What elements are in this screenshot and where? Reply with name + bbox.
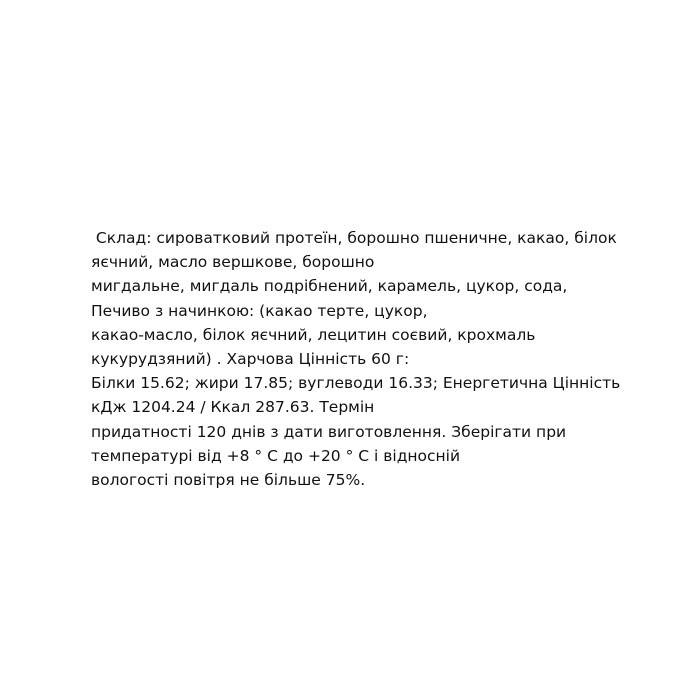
label-line-3: мигдальне, мигдаль подрібнений, карамель, цукор, сода,: [91, 277, 568, 296]
product-label-text: [91, 226, 691, 492]
label-line-8: кДж 1204.24 / Ккал 287.63. Термін: [91, 398, 375, 417]
label-line-10: температурі від +8 ° С до +20 ° С і відносній: [91, 446, 461, 465]
label-line-2: яєчний, масло вершкове, борошно: [91, 253, 375, 272]
label-line-11: вологості повітря не більше 75%.: [91, 471, 366, 490]
label-line-5: какао-масло, білок яєчний, лецитин соєвий, крохмаль: [91, 325, 536, 344]
label-line-1: Склад: сироватковий протеїн, борошно пшеничне, какао, білок: [91, 229, 617, 247]
label-line-4: Печиво з начинкою: (какао терте, цукор,: [91, 301, 428, 320]
label-line-9: придатності 120 днів з дати виготовлення. Зберігати при: [91, 422, 567, 441]
label-line-6: кукурудзяний) . Харчова Цінність 60 г:: [91, 350, 410, 369]
label-line-7: Білки 15.62; жири 17.85; вуглеводи 16.33; Енергетична Цінність: [91, 374, 621, 393]
